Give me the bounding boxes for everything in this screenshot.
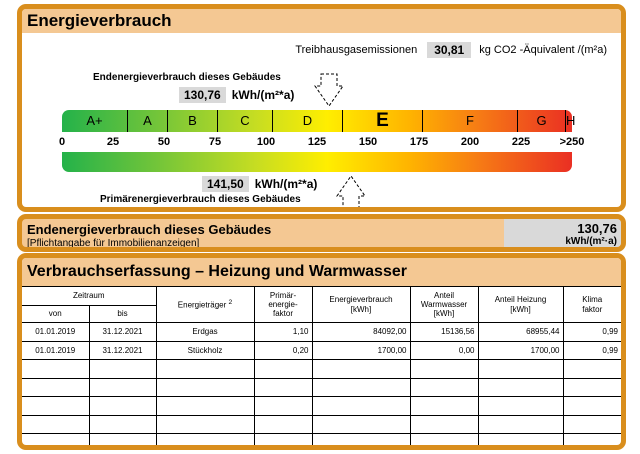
energy-class-g: G [517, 110, 565, 132]
energy-panel [17, 4, 626, 212]
cell-von: 01.01.2019 [22, 323, 89, 342]
cell-empty [89, 434, 156, 451]
cell-empty [156, 378, 254, 397]
end-energy-value [179, 87, 294, 103]
header-von: von [22, 306, 89, 323]
cell-bis: 31.12.2021 [89, 323, 156, 342]
scale-tick: 125 [307, 136, 327, 148]
cell-verbrauch: 1700,00 [312, 341, 410, 360]
cell-empty [478, 378, 563, 397]
cell-verbrauch: 84092,00 [312, 323, 410, 342]
cell-empty [156, 415, 254, 434]
header-primaerenergiefaktor: Primär- energie- faktor [254, 287, 312, 323]
energy-class-d: D [272, 110, 342, 132]
scale-tick: >250 [559, 136, 585, 148]
header-anteil-heizung: Anteil Heizung [kWh] [478, 287, 563, 323]
table-row [22, 323, 621, 342]
consumption-table [22, 286, 621, 450]
cell-empty [254, 434, 312, 451]
cell-empty [254, 415, 312, 434]
scale-tick: 50 [157, 136, 171, 148]
energy-class-c: C [217, 110, 272, 132]
cell-traeger: Stückholz [156, 341, 254, 360]
cell-empty [22, 378, 89, 397]
cell-empty [478, 434, 563, 451]
table-row-empty [22, 397, 621, 416]
energy-class-aplus: A+ [86, 113, 103, 128]
cell-bis: 31.12.2021 [89, 341, 156, 360]
header-klimafaktor: Klima faktor [563, 287, 621, 323]
cell-empty [89, 378, 156, 397]
energy-scale-bar-bottom [62, 152, 572, 172]
header-bis: bis [89, 306, 156, 323]
cell-empty [156, 434, 254, 451]
energy-class-b: B [167, 110, 217, 132]
cell-empty [478, 360, 563, 379]
scale-tick: 175 [409, 136, 429, 148]
cell-empty [410, 360, 478, 379]
energy-class-a: A [127, 110, 167, 132]
scale-tick: 25 [106, 136, 120, 148]
end-energy-number: 130,76 [179, 87, 226, 103]
ghg-label: Treibhausgasemissionen [295, 44, 418, 56]
cell-empty [410, 415, 478, 434]
energy-class-f: F [422, 110, 517, 132]
cell-empty [563, 378, 621, 397]
ghg-value: 30,81 [427, 42, 471, 58]
ghg-emissions [295, 42, 607, 58]
header-anteil-warmwasser: Anteil Warmwasser [kWh] [410, 287, 478, 323]
primary-energy-number: 141,50 [202, 176, 249, 192]
scale-tick: 100 [256, 136, 276, 148]
cell-empty [22, 434, 89, 451]
cell-empty [22, 360, 89, 379]
cell-empty [254, 378, 312, 397]
cell-empty [312, 434, 410, 451]
table-row [22, 341, 621, 360]
scale-tick: 75 [208, 136, 222, 148]
end-energy-arrow-icon [314, 73, 344, 107]
energy-class-e: E [342, 110, 422, 132]
ghg-unit: kg CO2 -Äquivalent /(m²a) [479, 44, 607, 56]
cell-von: 01.01.2019 [22, 341, 89, 360]
cell-traeger: Erdgas [156, 323, 254, 342]
cell-empty [410, 378, 478, 397]
primary-energy-unit: kWh/(m²*a) [254, 177, 318, 191]
summary-value: 130,76 [577, 221, 617, 236]
header-energietraeger: Energieträger $^2$ [156, 287, 254, 323]
cell-klima: 0,99 [563, 341, 621, 360]
table-row-empty [22, 415, 621, 434]
cell-faktor: 0,20 [254, 341, 312, 360]
cell-empty [312, 415, 410, 434]
table-row-empty [22, 434, 621, 451]
scale-tick: 200 [460, 136, 480, 148]
energy-panel-title: Energieverbrauch [22, 9, 621, 33]
cell-empty [312, 360, 410, 379]
table-row-empty [22, 378, 621, 397]
cell-empty [156, 397, 254, 416]
table-row-empty [22, 360, 621, 379]
summary-panel [17, 214, 626, 252]
header-energieverbrauch: Energieverbrauch [kWh] [312, 287, 410, 323]
end-energy-label: Endenergieverbrauch dieses Gebäudes [93, 72, 281, 83]
consumption-panel [17, 253, 626, 450]
cell-empty [156, 360, 254, 379]
primary-energy-value [202, 176, 317, 192]
cell-empty [89, 360, 156, 379]
summary-title: Endenergieverbrauch dieses Gebäudes [27, 222, 272, 237]
cell-empty [563, 397, 621, 416]
header-zeitraum: Zeitraum [22, 287, 156, 306]
cell-heizung: 1700,00 [478, 341, 563, 360]
summary-unit: kWh/(m²·a) [565, 236, 617, 247]
scale-tick: 0 [58, 136, 66, 148]
cell-empty [478, 397, 563, 416]
cell-empty [254, 397, 312, 416]
energy-class-h: H [565, 110, 572, 132]
cell-faktor: 1,10 [254, 323, 312, 342]
cell-empty [312, 397, 410, 416]
cell-empty [22, 397, 89, 416]
cell-empty [89, 415, 156, 434]
cell-empty [478, 415, 563, 434]
cell-klima: 0,99 [563, 323, 621, 342]
cell-empty [410, 434, 478, 451]
cell-empty [563, 360, 621, 379]
summary-value-box [504, 219, 621, 247]
primary-energy-arrow-icon [336, 175, 366, 209]
cell-warmwasser: 0,00 [410, 341, 478, 360]
cell-empty [89, 397, 156, 416]
cell-empty [563, 415, 621, 434]
cell-warmwasser: 15136,56 [410, 323, 478, 342]
cell-empty [254, 360, 312, 379]
primary-energy-label: Primärenergieverbrauch dieses Gebäudes [100, 194, 301, 205]
cell-empty [563, 434, 621, 451]
cell-empty [410, 397, 478, 416]
cell-heizung: 68955,44 [478, 323, 563, 342]
summary-subtitle: [Pflichtangabe für Immobilienanzeigen] [27, 238, 200, 249]
scale-tick: 150 [358, 136, 378, 148]
scale-tick: 225 [511, 136, 531, 148]
consumption-title: Verbrauchserfassung – Heizung und Warmwasser [22, 258, 621, 286]
cell-empty [22, 415, 89, 434]
end-energy-unit: kWh/(m²*a) [231, 88, 295, 102]
cell-empty [312, 378, 410, 397]
